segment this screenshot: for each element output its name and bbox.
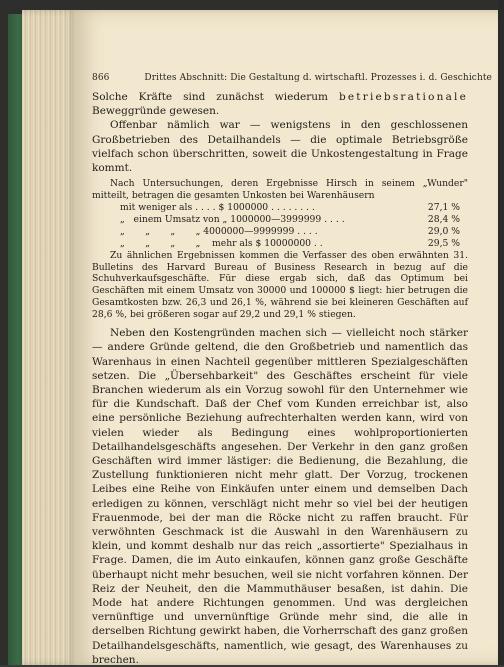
table-row-value: 29,5 % xyxy=(427,237,460,249)
page-body xyxy=(92,90,468,667)
small-print-block xyxy=(92,178,468,321)
table-row-label: „ „ „ „ 4000000—9999999 . . . . xyxy=(120,225,318,237)
table-row xyxy=(120,238,460,250)
table-row-value: 29,0 % xyxy=(427,225,460,237)
table-row-label: „ einem Umsatz von „ 1000000—3999999 . . . . xyxy=(120,213,345,225)
table-row-label: „ „ „ „ mehr als $ 10000000 . . xyxy=(120,237,323,249)
paragraph-1-end: Beweggründe gewesen. xyxy=(92,105,220,118)
table-row-value: 27,1 % xyxy=(427,202,460,214)
small-print-intro: Nach Untersuchungen, deren Ergebnisse Hirsch in seinem „Wunder" mitteilt, betragen die gesamten Unkosten bei Warenhäusern xyxy=(92,178,468,202)
table-row xyxy=(120,226,460,238)
running-header xyxy=(92,73,492,83)
table-row xyxy=(120,202,460,214)
paragraph-1 xyxy=(92,90,468,118)
paragraph-2: Offenbar nämlich war — wenigstens in den geschlossenen Großbetrieben des Detailhandels — die optimale Betriebsgröße vielfach schon überschritten, soweit die Unkostengestaltung in Frage kommt. xyxy=(92,119,468,175)
small-print-outro: Zu ähnlichen Ergebnissen kommen die Verfasser des oben erwähnten 31. Bulletins des Harvard Bureau of Business Research in bezug auf die Schuhverkaufsgeschäfte. Für diese ergab sich, daß das Optimum bei Geschäften mit einem Umsatz von 30000 und 100000 $ liegt: hier betrugen die Gesamtkosten bzw. 26,3 und 26,1 %, während sie bei kleineren Geschäften auf 28,6 %, bei größeren sogar auf 29,2 und 29,1 % stiegen. xyxy=(92,249,468,321)
paragraph-3: Neben den Kostengründen machen sich — vielleicht noch stärker — andere Gründe geltend, die den Großbetrieb und namentlich das Warenhaus in einen Nachteil gegenüber mittleren Spezialgeschäften setzen. Die „Übersehbarkeit" des Geschäftes erscheint für viele Branchen wiederum als ein Vorzug sowohl für den Unternehmer wie für die Kundschaft. Daß der Chef vom Kunden erreichbar ist, also eine persönliche Beziehung aufrechterhalten werden kann, wird von vielen wieder als Bedingung eines wohlproportionierten Detailhandelsgeschäfts angesehen. Der Verkehr in den ganz großen Geschäften wird immer lästiger: die Bedienung, die Bezahlung, die Zustellung funktionieren nicht mehr glatt. Der Vorzug, trockenen Leibes eine Reihe von Einkäufen unter einem und demselben Dach erledigen zu können, verschlägt nicht mehr so viel bei der heutigen Frauenmode, bei der man die Röcke nicht zu raffen braucht. Für verwöhnten Geschmack ist die Auswahl in den Warenhäusern zu klein, und kommt deshalb nur das reich „assortierte" Spezialhaus in Frage. Damen, die im Auto einkaufen, können ganz große Geschäfte überhaupt nicht mehr besuchen, weil sie nicht vorfahren können. Der Reiz der Neuheit, den die Mammuthäuser besaßen, ist dahin. Die Mode hat andere Richtungen genommen. Und was dergleichen vernünftige und unvernünftige Gründe mehr sind, die alle in derselben Richtung gewirkt haben, die Vorherrschaft des ganz großen Detailhandelsgeschäfts, namentlich, wie gesagt, des Warenhauses zu brechen. xyxy=(92,327,468,666)
running-title: Drittes Abschnitt: Die Gestaltung d. wirtschaftl. Prozesses i. d. Geschichte xyxy=(144,73,492,83)
table-row-label: mit weniger als . . . . $ 1000000 . . . . . . . . xyxy=(120,202,315,214)
table-row xyxy=(120,214,460,226)
cost-table xyxy=(120,202,460,250)
page-number: 866 xyxy=(92,73,110,83)
paragraph-1-start: Solche Kräfte sind zunächst wiederum xyxy=(92,91,339,103)
emphasized-term: betriebsrationale xyxy=(338,91,468,103)
table-row-value: 28,4 % xyxy=(427,213,460,225)
scan-right-edge xyxy=(498,0,504,665)
page-edges xyxy=(22,10,78,665)
